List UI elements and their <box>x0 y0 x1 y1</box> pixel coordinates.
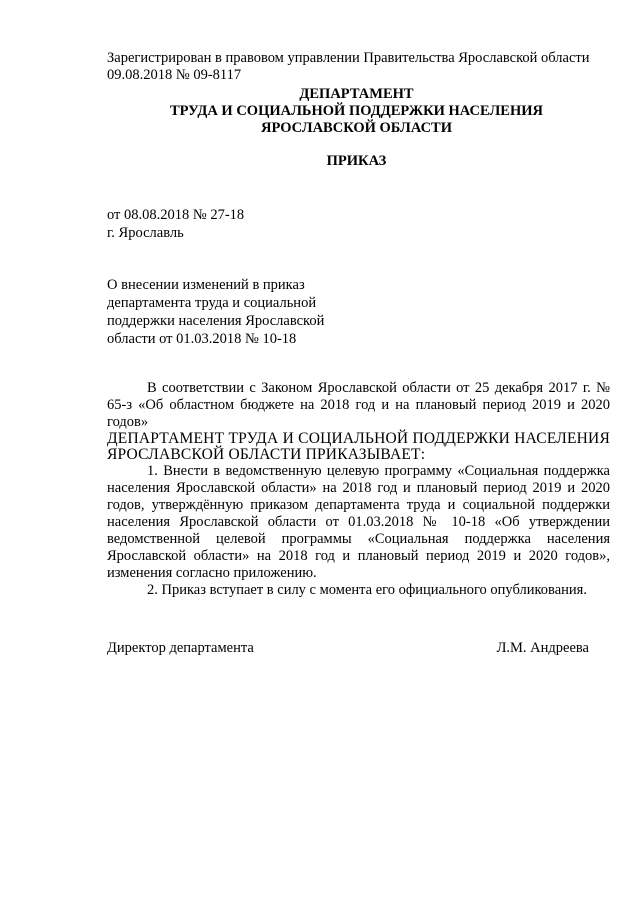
date-block <box>107 206 244 242</box>
department-header <box>0 86 640 137</box>
signer-name: Л.М. Андреева <box>496 640 589 656</box>
subject-line-4: области от 01.03.2018 № 10-18 <box>107 331 297 347</box>
order-subject <box>107 276 324 348</box>
signature-block <box>107 640 589 657</box>
orders-paragraph: ДЕПАРТАМЕНТ ТРУДА И СОЦИАЛЬНОЙ ПОДДЕРЖКИ НАСЕЛЕНИЯ ЯРОСЛАВСКОЙ ОБЛАСТИ ПРИКАЗЫВАЕТ: <box>107 430 610 463</box>
registration-note <box>107 50 590 84</box>
registration-line-1: Зарегистрирован в правовом управлении Правительства Ярославской области <box>107 50 590 66</box>
subject-line-2: департамента труда и социальной <box>107 295 317 311</box>
order-city: г. Ярославль <box>107 225 184 241</box>
department-header-line-1: ДЕПАРТАМЕНТ <box>299 86 414 102</box>
order-item-2: 2. Приказ вступает в силу с момента его официального опубликования. <box>147 582 587 598</box>
subject-line-1: О внесении изменений в приказ <box>107 277 305 293</box>
order-body <box>107 380 610 599</box>
registration-line-2: 09.08.2018 № 09-8117 <box>107 67 242 83</box>
order-date-number: от 08.08.2018 № 27-18 <box>107 207 245 223</box>
signer-position: Директор департамента <box>107 640 254 656</box>
department-header-line-3: ЯРОСЛАВСКОЙ ОБЛАСТИ <box>260 120 453 136</box>
department-header-line-2: ТРУДА И СОЦИАЛЬНОЙ ПОДДЕРЖКИ НАСЕЛЕНИЯ <box>170 103 543 119</box>
preamble-paragraph: В соответствии с Законом Ярославской области от 25 декабря 2017 г. № 65-з «Об областном бюджете на 2018 год и на плановый период 2019 и 2020 годов» <box>107 380 610 430</box>
order-item-1: 1. Внести в ведомственную целевую программу «Социальная поддержка населения Ярославской области» на 2018 год и плановый период 2019 и 2020 годов, утверждённую приказом департамента труда и социальной поддержки населения Ярославской области от 01.03.2018 № 10-18 «Об утверждении ведомственной целевой программы «Социальная поддержка населения Ярославской области» на 2018 год и плановый период 2019 и 2020 годов», изменения согласно приложению. <box>107 463 610 581</box>
subject-line-3: поддержки населения Ярославской <box>107 313 325 329</box>
document-type-title: ПРИКАЗ <box>326 153 387 169</box>
